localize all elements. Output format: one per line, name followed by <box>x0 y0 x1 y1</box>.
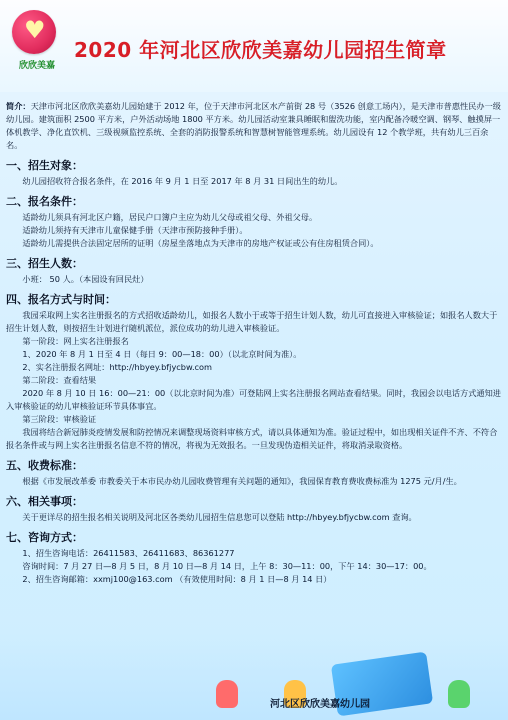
logo-brand-text: 欣欣美嘉 <box>18 61 55 71</box>
section-heading: 二、报名条件： <box>6 195 83 208</box>
section-line: 2020 年 8 月 10 日 16：00—21：00（以北京时间为准）可登陆网上实名注册报名网站查看结果。同时，我园会以电话方式通知进入审核验证的幼儿审核验证环节具体事宜。 <box>6 388 501 411</box>
footer-illustration <box>0 632 508 720</box>
section-heading: 五、收费标准： <box>6 459 83 472</box>
section-notes <box>6 494 502 524</box>
section-heading: 六、相关事项： <box>6 495 83 508</box>
section-requirements <box>6 194 502 250</box>
kindergarten-logo <box>8 10 62 80</box>
section-heading: 三、招生人数： <box>6 257 83 270</box>
section-line: 适龄幼儿需提供合法固定居所的证明（房屋坐落地点为天津市的房地产权证或公有住房租赁合同）。 <box>22 238 379 248</box>
section-heading: 四、报名方式与时间： <box>6 293 116 306</box>
section-line: 根据《市发展改革委 市教委关于本市民办幼儿园收费管理有关问题的通知》，我园保育教育费收费标准为 1275 元/月/生。 <box>22 476 462 486</box>
footer-school-name: 河北区欣欣美嘉幼儿园 <box>270 699 370 710</box>
section-enrollment-count <box>6 256 502 286</box>
section-line: 2、实名注册报名网址：http://hbyey.bfjycbw.com <box>22 362 213 372</box>
logo-heart-icon <box>12 10 56 54</box>
contact-email: 2、招生咨询邮箱：xxmj100@163.com （有效使用时间：8 月 1 日—8 月 14 日） <box>22 574 332 584</box>
section-line: 适龄幼儿须具有河北区户籍，居民户口簿户主应为幼儿父母或祖父母、外祖父母。 <box>22 212 318 222</box>
section-line: 我园将结合新冠肺炎疫情发展和防控情况来调整现场资料审核方式，请以具体通知为准。验证过程中，如出现相关证件不齐、不符合报名条件或与网上实名注册报名信息不符的情况，将视为无效报名。一旦发现伪造相关证件，将取消录取资格。 <box>6 427 498 450</box>
section-line: 我园采取网上实名注册报名的方式招收适龄幼儿，如报名人数小于或等于招生计划人数，幼儿可直接进入审核验证；如报名人数大于招生计划人数，则按招生计划进行随机派位，派位成功的幼儿进入审核验证。 <box>6 310 498 333</box>
intro-text: 天津市河北区欣欣美嘉幼儿园始建于 2012 年，位于天津市河北区水产前街 28 号（3526 创意工场内），是天津市普惠性民办一级幼儿园。建筑面积 2500 平方米，户外活动场地 1800 平方米。幼儿园活动室兼具睡眠和盥洗功能，室内配备冷暖空调、钢琴、触摸屏一体机教学、净化直饮机、三级视频监控系统、全套的消防报警系统和智慧树智能管理系统。幼儿园设有 12 个教学班，共有幼儿三百余名。 <box>6 101 501 150</box>
section-line: 关于更详尽的招生报名相关说明及河北区各类幼儿园招生信息您可以登陆 http://hbyey.bfjycbw.com 查询。 <box>22 512 417 522</box>
child-figure-icon <box>448 680 470 708</box>
intro-paragraph <box>6 100 502 152</box>
section-line: 小班： 50 人。（本园设有回民灶） <box>22 274 149 284</box>
header <box>0 0 508 92</box>
section-fees <box>6 458 502 488</box>
section-line: 适龄幼儿须持有天津市儿童保健手册（天津市预防接种手册）。 <box>22 225 248 235</box>
section-line: 1、2020 年 8 月 1 日至 4 日（每日 9：00—18：00）（以北京时间为准）。 <box>22 349 302 359</box>
intro-label: 简介： <box>6 101 31 111</box>
contact-hours: 咨询时间：7 月 27 日—8 月 5 日，8 月 10 日—8 月 14 日，上午 8：30—11：00，下午 14：30—17：00。 <box>22 561 432 571</box>
section-contact <box>6 530 502 586</box>
contact-phone: 1、招生咨询电话：26411583、26411683、86361277 <box>22 548 235 558</box>
section-heading: 七、咨询方式： <box>6 531 83 544</box>
intro-section <box>6 100 502 152</box>
page-title: 2020 年河北区欣欣美嘉幼儿园招生简章 <box>74 38 447 62</box>
section-line: 幼儿园招收符合报名条件，在 2016 年 9 月 1 日至 2017 年 8 月 31 日间出生的幼儿。 <box>22 176 343 186</box>
section-registration <box>6 292 502 452</box>
child-figure-icon <box>216 680 238 708</box>
document-body <box>6 96 502 586</box>
section-line: 第二阶段：查看结果 <box>22 375 97 385</box>
section-enrollment-target <box>6 158 502 188</box>
section-line: 第三阶段：审核验证 <box>22 414 97 424</box>
section-line: 第一阶段：网上实名注册报名 <box>22 336 129 346</box>
section-heading: 一、招生对象： <box>6 159 83 172</box>
